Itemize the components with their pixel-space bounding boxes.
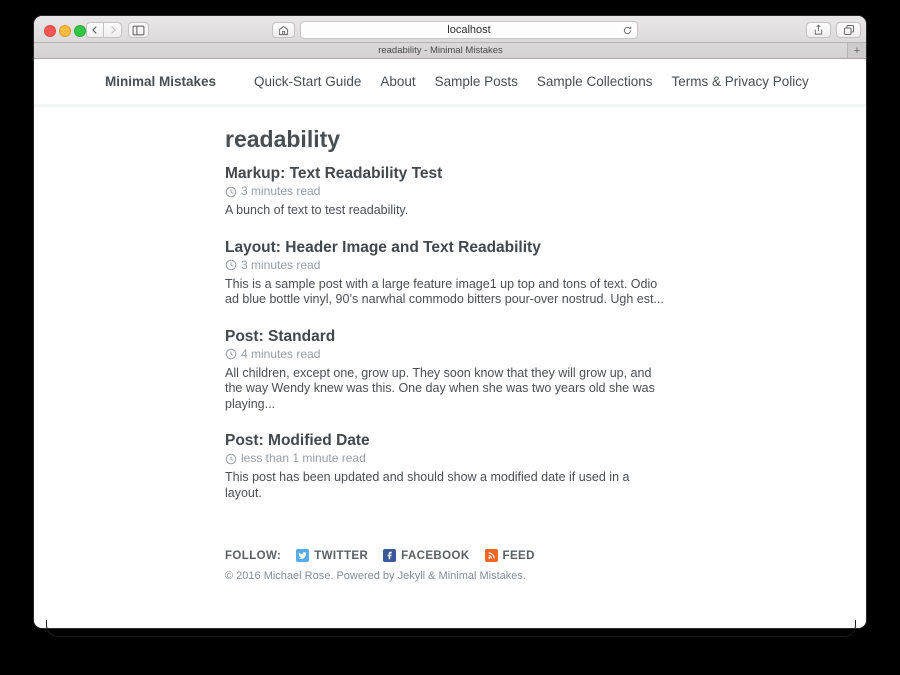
read-time: 3 minutes read [241,184,321,198]
clock-icon [225,259,237,271]
share-button[interactable] [806,22,831,38]
post-entry [225,239,667,308]
chevron-right-icon [108,25,118,35]
address-bar[interactable] [300,21,638,39]
tab-bar [34,43,866,59]
facebook-link[interactable] [383,549,469,562]
post-title-link[interactable]: Markup: Text Readability Test [225,165,443,182]
nav-link[interactable]: About [380,74,416,89]
post-meta [225,452,667,465]
post-excerpt: This post has been updated and should show a modified date if used in a layout. [225,470,630,500]
zoom-window-button[interactable] [74,25,86,37]
back-button[interactable] [86,22,104,38]
minimize-window-button[interactable] [59,25,71,37]
page-title: readability [225,126,341,152]
twitter-icon [296,549,309,562]
clock-icon [225,186,237,198]
site-footer [225,549,667,612]
window-bottom-edge [46,620,856,637]
clock-icon [225,453,237,465]
close-window-button[interactable] [44,25,56,37]
tab-title: readability - Minimal Mistakes [378,45,503,56]
nav-link[interactable]: Sample Collections [536,74,653,89]
read-time: 4 minutes read [241,346,321,361]
post-excerpt: A bunch of text to test readability. [225,203,409,217]
follow-label: FOLLOW: [225,549,282,562]
feed-icon [485,549,498,562]
post-meta [225,185,667,198]
refresh-button[interactable] [622,24,633,39]
archive [225,127,667,612]
twitter-link[interactable] [296,549,368,562]
twitter-label: TWITTER [314,549,369,562]
read-time: less than 1 minute read [241,451,366,465]
post-entry [225,165,667,219]
nav-link[interactable]: Quick-Start Guide [254,74,362,89]
clock-icon [225,348,237,360]
copyright: © 2016 Michael Rose. Powered by Jekyll & Minimal Mistakes. [225,570,526,582]
post-meta [225,348,667,361]
url-text: localhost [447,24,491,36]
refresh-icon [622,25,633,36]
tab-overview-button[interactable] [836,22,861,38]
share-icon [813,24,824,36]
facebook-label: FACEBOOK [401,549,470,562]
nav-link[interactable]: Terms & Privacy Policy [671,74,809,89]
nav-link[interactable]: Sample Posts [434,74,518,89]
post-title-link[interactable]: Post: Modified Date [225,432,370,449]
home-icon [278,25,289,36]
new-tab-button[interactable]: + [848,43,866,58]
window-controls [44,25,86,37]
post-entry [225,328,667,413]
sidebar-toggle-button[interactable] [128,22,149,38]
forward-button[interactable] [104,22,122,38]
sidebar-icon [132,25,145,36]
tabs-icon [843,24,855,36]
facebook-icon [383,549,396,562]
masthead [34,59,866,107]
chevron-left-icon [90,25,100,35]
feed-link[interactable] [485,549,535,562]
active-tab[interactable] [34,43,848,58]
page-content [34,59,866,628]
post-title-link[interactable]: Layout: Header Image and Text Readability [225,238,541,256]
feed-label: FEED [502,549,535,562]
post-excerpt: This is a sample post with a large feature image1 up top and tons of text. Odio ad blue bottle vinyl, 90’s narwhal commodo bitters pour-over nostrud. Ugh est... [225,276,664,306]
read-time: 3 minutes read [241,257,321,272]
home-button[interactable] [272,22,295,38]
follow-row [225,549,667,562]
post-meta [225,259,667,272]
post-excerpt: All children, except one, grow up. They soon know that they will grow up, and the way Wendy knew was this. One day when she was two years old she was playing... [225,365,655,411]
safari-window [34,16,866,628]
post-entry [225,432,667,501]
post-title-link[interactable]: Post: Standard [225,327,336,345]
browser-toolbar [34,16,866,43]
site-nav [34,59,866,104]
site-title-link[interactable]: Minimal Mistakes [105,74,217,89]
